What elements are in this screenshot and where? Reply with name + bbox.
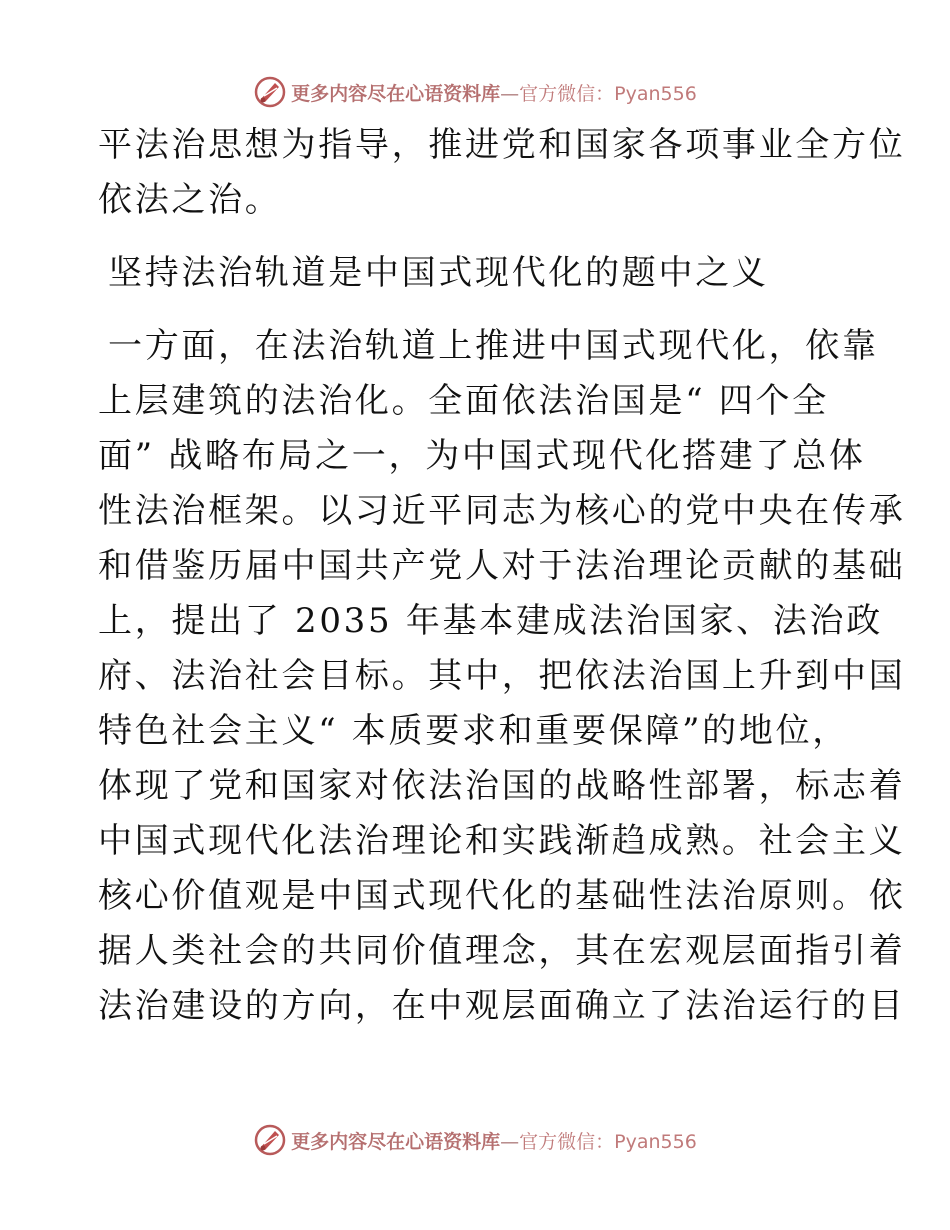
- logo-icon: [253, 1123, 287, 1157]
- paragraph-1: [98, 118, 906, 228]
- footer-watermark: [0, 1120, 950, 1160]
- text-line: 平法治思想为指导，推进党和国家各项事业全方位: [98, 125, 906, 165]
- text-line: 据人类社会的共同价值理念，其在宏观层面指引着: [98, 931, 906, 971]
- text-line: 性法治框架。以习近平同志为核心的党中央在传承: [98, 491, 906, 531]
- text-line: 依法之治。: [98, 180, 282, 220]
- text-line: 法治建设的方向，在中观层面确立了法治运行的目: [98, 986, 906, 1026]
- text-line: 上层建筑的法治化。全面依法治国是“ 四个全: [98, 381, 829, 421]
- text-line: 体现了党和国家对依法治国的战略性部署，标志着: [98, 766, 906, 806]
- watermark-text: 更多内容尽在心语资料库—官方微信：Pyan556: [291, 1130, 697, 1153]
- text-line: 面” 战略布局之一，为中国式现代化搭建了总体: [98, 436, 866, 476]
- header-watermark: [0, 72, 950, 112]
- heading-line: 坚持法治轨道是中国式现代化的题中之义: [108, 253, 769, 293]
- logo-icon: [253, 75, 287, 109]
- text-line: 特色社会主义“ 本质要求和重要保障”的地位，: [98, 711, 849, 751]
- text-line: 核心价值观是中国式现代化的基础性法治原则。依: [98, 876, 906, 916]
- text-line: 府、法治社会目标。其中，把依法治国上升到中国: [98, 656, 906, 696]
- watermark-text: 更多内容尽在心语资料库—官方微信：Pyan556: [291, 82, 697, 105]
- section-heading: [98, 246, 858, 301]
- text-line: 中国式现代化法治理论和实践渐趋成熟。社会主义: [98, 821, 906, 861]
- text-line: 和借鉴历届中国共产党人对于法治理论贡献的基础: [98, 546, 906, 586]
- text-line: 上，提出了 2035 年基本建成法治国家、法治政: [98, 601, 883, 641]
- text-line: 一方面，在法治轨道上推进中国式现代化，依靠: [108, 326, 879, 366]
- paragraph-2: [98, 319, 906, 1034]
- document-body: [98, 118, 906, 1034]
